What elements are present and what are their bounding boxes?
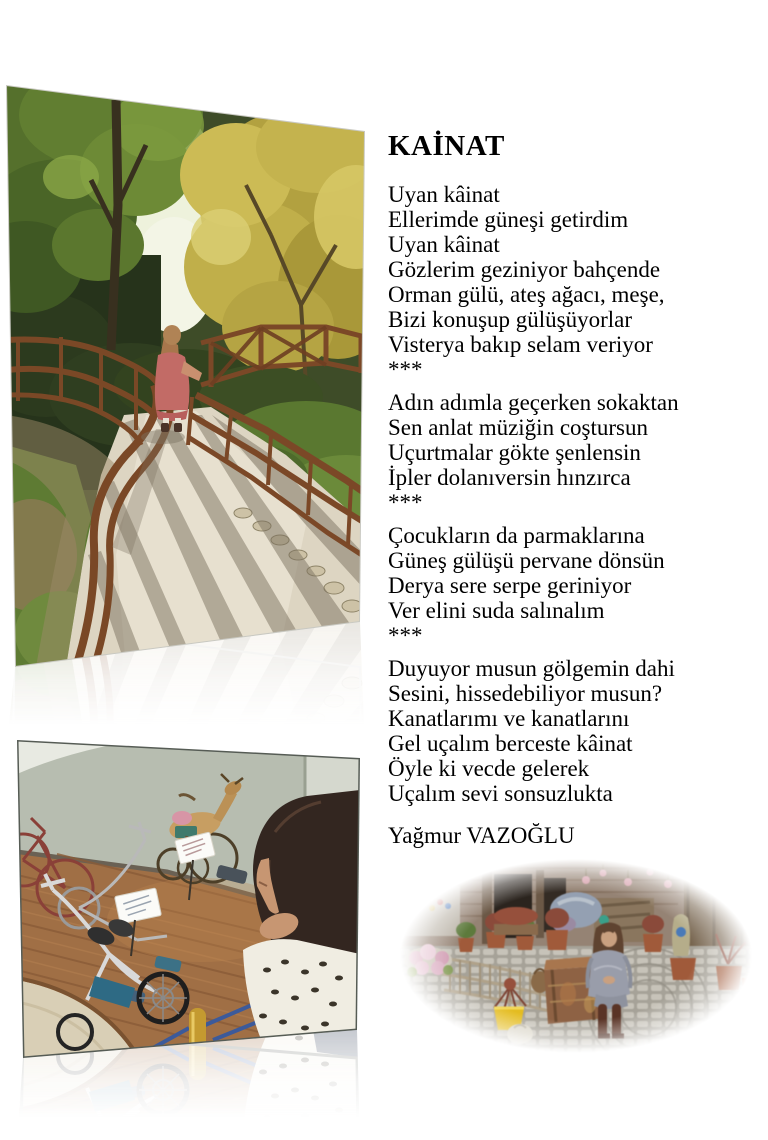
poem-line: Gözlerim geziniyor bahçende xyxy=(388,257,661,282)
poem-line: Adın adımla geçerken sokaktan xyxy=(388,390,679,415)
poem-stanza xyxy=(388,390,679,515)
museum-photo-art xyxy=(17,740,360,1058)
courtyard-photo xyxy=(398,858,754,1054)
poem-line: Sen anlat müziğin coştursun xyxy=(388,415,648,440)
museum-photo xyxy=(17,740,360,1058)
courtyard-photo-art xyxy=(398,858,754,1054)
poem-line: Visterya bakıp selam veriyor xyxy=(388,332,653,357)
poem-line: Sesini, hissedebiliyor musun? xyxy=(388,681,663,706)
poem-line: Bizi konuşup gülüşüyorlar xyxy=(388,307,633,332)
poem-line: Uçurtmalar gökte şenlensin xyxy=(388,440,641,465)
poem-author: Yağmur VAZOĞLU xyxy=(388,823,575,848)
poem-line: Uyan kâinat xyxy=(388,232,500,257)
bridge-photo xyxy=(6,85,365,667)
poem-line: Derya sere serpe geriniyor xyxy=(388,573,632,598)
poem-line: Kanatlarımı ve kanatlarını xyxy=(388,706,630,731)
poem-line: Ver elini suda salınalım xyxy=(388,598,605,623)
poem-stanzas xyxy=(388,182,679,806)
poem-stanza xyxy=(388,523,679,648)
poem-stanza xyxy=(388,182,679,382)
poem-stanza xyxy=(388,656,679,806)
poem-line: *** xyxy=(388,357,423,382)
poem-title: KAİNAT xyxy=(388,130,505,162)
poem-line: İpler dolanıversin hınzırca xyxy=(388,465,631,490)
poem-line: Ellerimde güneşi getirdim xyxy=(388,207,629,232)
poem-line: Çocukların da parmaklarına xyxy=(388,523,645,548)
poem-line: Orman gülü, ateş ağacı, meşe, xyxy=(388,282,665,307)
poem-line: Güneş gülüşü pervane dönsün xyxy=(388,548,665,573)
poem-line: *** xyxy=(388,623,423,648)
poem-line: Gel uçalım berceste kâinat xyxy=(388,731,633,756)
bridge-photo-art xyxy=(6,85,365,667)
poem-line: *** xyxy=(388,490,423,515)
poem-body xyxy=(388,182,679,848)
poem-line: Öyle ki vecde gelerek xyxy=(388,756,590,781)
poem-line: Uçalım sevi sonsuzlukta xyxy=(388,781,613,806)
poem-line: Uyan kâinat xyxy=(388,182,500,207)
poem-line: Duyuyor musun gölgemin dahi xyxy=(388,656,675,681)
